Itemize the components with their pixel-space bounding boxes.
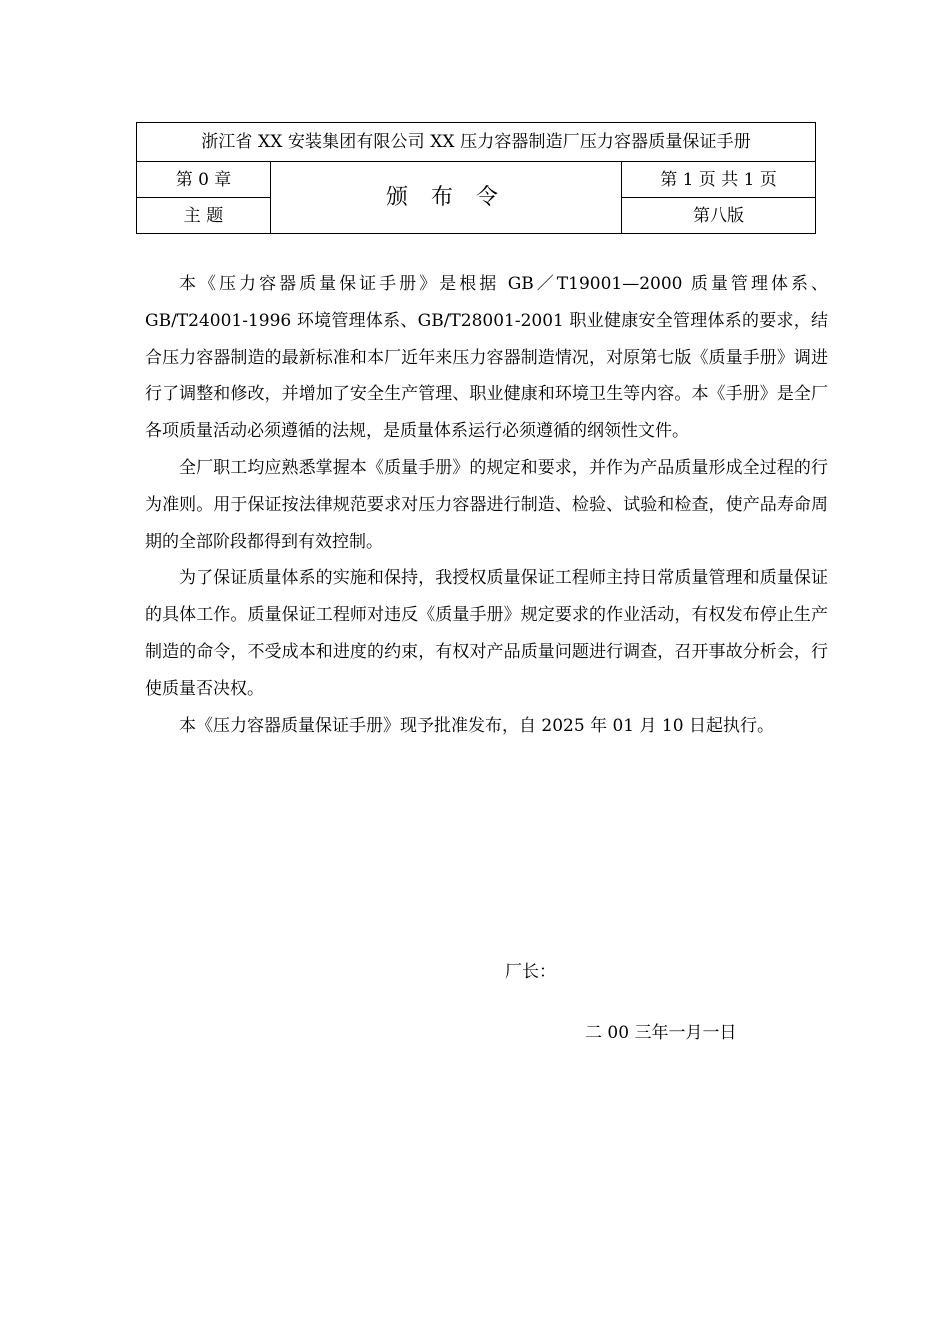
signature-date: 二 00 三年一月一日: [585, 1023, 737, 1043]
document-title: 颁 布 令: [271, 162, 622, 234]
subject-label-cell: 主 题: [137, 198, 271, 234]
document-body: [145, 266, 828, 744]
page-info-cell: 第 1 页 共 1 页: [622, 162, 816, 198]
company-manual-title: 浙江省 XX 安装集团有限公司 XX 压力容器制造厂压力容器质量保证手册: [137, 123, 816, 162]
document-header-table: [136, 122, 816, 234]
body-paragraph: 本《压力容器质量保证手册》是根据 GB／T19001—2000 质量管理体系、GB/T24001-1996 环境管理体系、GB/T28001-2001 职业健康安全管理体系的要求，结合压力容器制造的最新标准和本厂近年来压力容器制造情况，对原第七版《质量手册》调进行了调整和修改，并增加了安全生产管理、职业健康和环境卫生等内容。本《手册》是全厂各项质量活动必须遵循的法规，是质量体系运行必须遵循的纲领性文件。: [145, 274, 828, 442]
body-paragraph: 本《压力容器质量保证手册》现予批准发布，自 2025 年 01 月 10 日起执行。: [179, 715, 774, 736]
body-paragraph: 为了保证质量体系的实施和保持，我授权质量保证工程师主持日常质量管理和质量保证的具体工作。质量保证工程师对违反《质量手册》规定要求的作业活动，有权发布停止生产制造的命令，不受成本和进度的约束，有权对产品质量问题进行调查，召开事故分析会，行使质量否决权。: [145, 568, 828, 699]
signature-label: 厂长：: [505, 962, 556, 982]
edition-cell: 第八版: [622, 198, 816, 234]
body-paragraph: 全厂职工均应熟悉掌握本《质量手册》的规定和要求，并作为产品质量形成全过程的行为准则。用于保证按法律规范要求对压力容器进行制造、检验、试验和检查，使产品寿命周期的全部阶段都得到有效控制。: [145, 457, 828, 552]
chapter-cell: 第 0 章: [137, 162, 271, 198]
